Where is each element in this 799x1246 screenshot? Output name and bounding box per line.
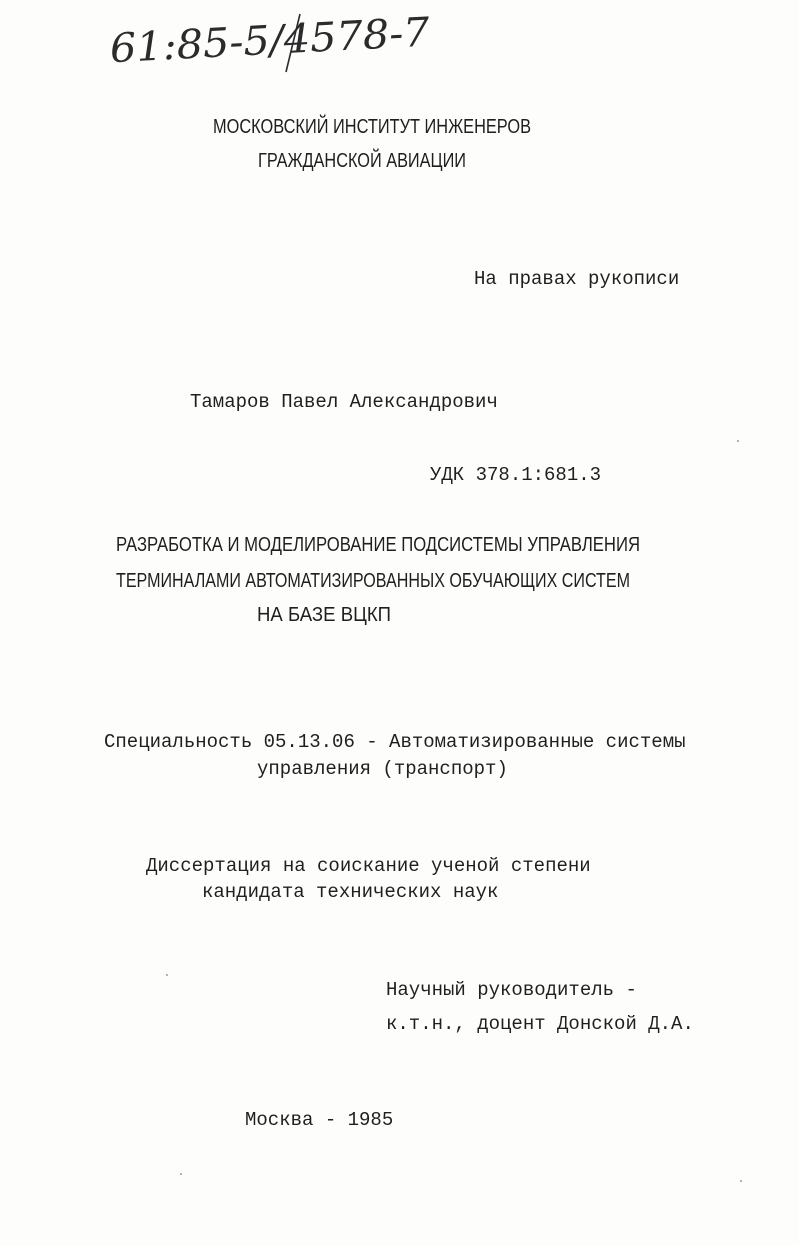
thesis-title-line-3: НА БАЗЕ ВЦКП [257,604,391,626]
supervisor-line-2: к.т.н., доцент Донской Д.А. [386,1013,694,1035]
thesis-title-line-2: ТЕРМИНАЛАМИ АВТОМАТИЗИРОВАННЫХ ОБУЧАЮЩИХ СИСТЕМ [116,570,630,592]
scan-speck [180,1173,182,1175]
specialty-line-1: Специальность 05.13.06 - Автоматизированные системы [104,731,686,753]
rights-note: На правах рукописи [474,268,680,290]
handwritten-archive-number [108,6,438,76]
place-and-year: Москва - 1985 [245,1109,394,1131]
institute-line-2: ГРАЖДАНСКОЙ АВИАЦИИ [258,150,466,172]
supervisor-line-1: Научный руководитель - [386,979,637,1001]
scan-speck [166,974,168,976]
author-name: Тамаров Павел Александрович [190,391,498,413]
thesis-title-line-1: РАЗРАБОТКА И МОДЕЛИРОВАНИЕ ПОДСИСТЕМЫ УПРАВЛЕНИЯ [116,534,640,556]
udc-code: УДК 378.1:681.3 [430,464,602,486]
scan-speck [740,1180,742,1182]
scan-speck [737,440,739,442]
dissertation-line-2: кандидата технических наук [202,881,499,903]
dissertation-line-1: Диссертация на соискание ученой степени [146,855,591,877]
archive-number-text: 61:85-5/4578-7 [108,10,420,73]
institute-line-1: МОСКОВСКИЙ ИНСТИТУТ ИНЖЕНЕРОВ [213,116,531,138]
specialty-line-2: управления (транспорт) [257,758,508,780]
